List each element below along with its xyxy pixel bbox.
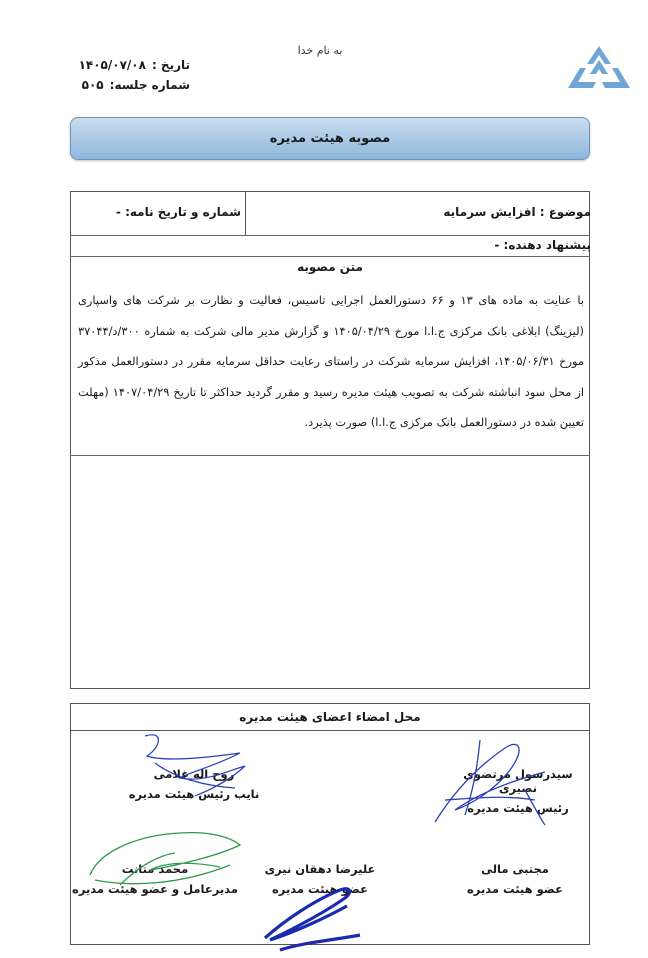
chairman-signature-icon	[385, 730, 555, 830]
row-divider-2	[70, 256, 590, 257]
resolution-banner: مصوبه هیئت مدیره	[70, 117, 590, 160]
letter-number-field: شماره و تاریخ نامه: -	[115, 205, 241, 219]
ceo-signature-icon	[80, 825, 255, 900]
member-role: رئیس هیئت مدیره	[467, 801, 569, 815]
session-value: ۵۰۵	[81, 78, 104, 92]
member-name: روح اله غلامی	[153, 767, 235, 781]
session-row	[60, 78, 190, 92]
row-divider-1	[70, 235, 590, 236]
date-value: ۱۴۰۵/۰۷/۰۸	[78, 58, 146, 72]
member-role: مدیرعامل و عضو هیئت مدیره	[72, 882, 238, 896]
member-name: علیرضا دهقان نیری	[264, 862, 376, 876]
member-name: مجتبی مالی	[481, 862, 549, 876]
member-role: نایب رئیس هیئت مدیره	[128, 787, 260, 801]
column-divider	[245, 192, 246, 235]
resolution-text-title: متن مصوبه	[297, 260, 363, 274]
resolution-body-text: با عنایت به ماده های ۱۳ و ۶۶ دستورالعمل اجرایی تاسیس، فعالیت و نظارت بر شرکت های واسپاری (لیزینگ) ابلاغی بانک مرکزی ج.ا.ا مورخ ۱۴۰۵/۰۴/۲۹ و گزارش مدیر مالی شرکت به شماره ۳۰۰/د/۳۷۰۴۴ مورخ ۱۴۰۵/۰۶/۳۱، افزایش سرمایه شرکت در راستای رعایت حداقل سرمایه مقرر در دستورالعمل مذکور از محل سود انباشته شرکت به تصویب هیئت مدیره رسید و مقرر گردید حداکثر تا تاریخ ۱۴۰۷/۰۴/۲۹ (مهلت تعیین شده در دستورالعمل بانک مرکزی ج.ا.ا) صورت پذیرد.	[78, 293, 584, 429]
document-meta	[60, 58, 190, 98]
date-row	[60, 58, 190, 72]
session-label: شماره جلسه:	[109, 78, 190, 92]
member-board-1	[440, 862, 590, 896]
subject-field: موضوع : افزایش سرمایه	[443, 205, 591, 219]
company-logo-icon	[566, 44, 632, 90]
board-member-signature-icon	[255, 880, 375, 955]
member-role: عضو هیئت مدیره	[272, 882, 368, 896]
signatures-title: محل امضاء اعضای هیئت مدیره	[239, 710, 421, 724]
member-role: عضو هیئت مدیره	[467, 882, 563, 896]
basmala-text: به نام خدا	[297, 44, 343, 57]
proposer-field: پیشنهاد دهنده: -	[494, 238, 591, 252]
row-divider-3	[70, 455, 590, 456]
vice-chairman-signature-icon	[135, 728, 275, 808]
member-name: محمد متانت	[121, 862, 189, 876]
date-label: تاریخ :	[151, 58, 190, 72]
member-name: سیدرسول مرتضوی نصیری	[463, 767, 573, 795]
